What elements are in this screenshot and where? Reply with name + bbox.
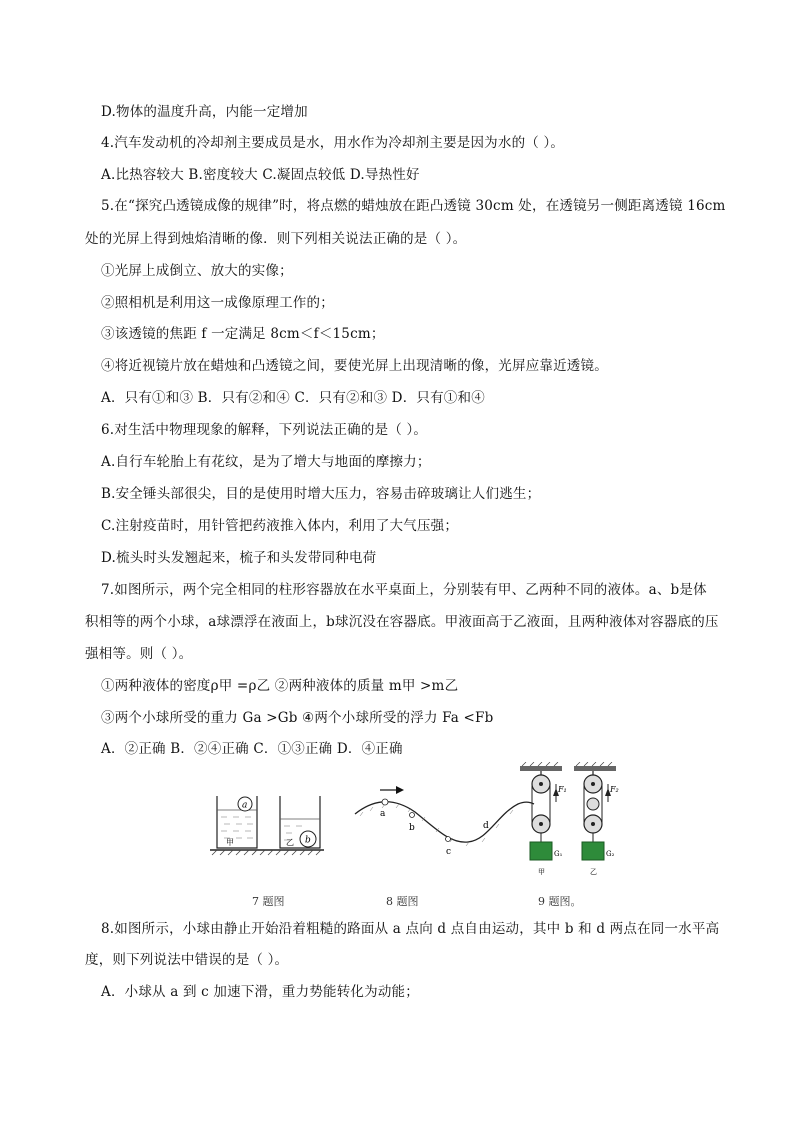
point-c-label: c — [446, 847, 452, 857]
pulley-yi-label: 乙 — [590, 868, 597, 876]
figure-9 — [520, 762, 619, 876]
weight-g1-label: G₁ — [554, 850, 563, 858]
ball-a-label: a — [242, 800, 248, 811]
force-f1-label: F₁ — [558, 785, 567, 794]
weight-g2-label: G₂ — [606, 850, 615, 858]
ball-b-label: b — [305, 835, 311, 846]
q5-statement-1: ①光屏上成倒立、放大的实像； — [101, 263, 293, 279]
q5-stem-cont: 处的光屏上得到烛焰清晰的像．则下列相关说法正确的是（ ）。 — [85, 231, 467, 247]
figure-8 — [355, 786, 534, 857]
q7-stem: 7.如图所示，两个完全相同的柱形容器放在水平桌面上，分别装有甲、乙两种不同的液体。a、b是体 — [101, 582, 707, 598]
q7-statements-1-2: ①两种液体的密度ρ甲 =ρ乙 ②两种液体的质量 m甲 >m乙 — [101, 678, 459, 694]
q6-option-d: D.梳头时头发翘起来，梳子和头发带同种电荷 — [101, 550, 377, 566]
point-a-label: a — [380, 809, 386, 819]
figure-7 — [210, 796, 324, 855]
q7-stem-end: 强相等。则（ ）。 — [85, 646, 193, 662]
container-jia-label: 甲 — [226, 838, 234, 847]
force-f2-label: F₂ — [610, 785, 619, 794]
q7-options: A．②正确 B．②④正确 C．①③正确 D．④正确 — [101, 741, 403, 757]
q5-statement-3: ③该透镜的焦距 f 一定满足 8cm＜f＜15cm； — [101, 326, 385, 342]
figure-9-caption: 9 题图。 — [538, 895, 582, 908]
question-figures — [200, 762, 640, 912]
q8-option-a: A．小球从 a 到 c 加速下滑，重力势能转化为动能； — [101, 984, 419, 1000]
figure-7-caption: 7 题图 — [252, 895, 285, 908]
q5-statement-2: ②照相机是利用这一成像原理工作的； — [101, 295, 334, 311]
weight-g2 — [582, 842, 604, 860]
q5-stem: 5.在“探究凸透镜成像的规律”时，将点燃的蜡烛放在距凸透镜 30cm 处，在透镜另一侧距离透镜 16cm — [101, 198, 726, 214]
q4-options: A.比热容较大 B.密度较大 C.凝固点较低 D.导热性好 — [101, 167, 420, 183]
q8-stem-cont: 度，则下列说法中错误的是（ ）。 — [85, 952, 289, 968]
pulley-jia-label: 甲 — [538, 868, 545, 876]
q4-stem: 4.汽车发动机的冷却剂主要成员是水，用水作为冷却剂主要是因为水的（ ）。 — [101, 135, 565, 151]
weight-g1 — [530, 842, 552, 860]
q5-statement-4: ④将近视镜片放在蜡烛和凸透镜之间，要使光屏上出现清晰的像，光屏应靠近透镜。 — [101, 358, 608, 374]
q6-stem: 6.对生活中物理现象的解释，下列说法正确的是（ ）。 — [101, 422, 428, 438]
q3-option-d: D.物体的温度升高，内能一定增加 — [101, 104, 308, 120]
q6-option-c: C.注射疫苗时，用针管把药液推入体内，利用了大气压强； — [101, 518, 459, 534]
q8-stem: 8.如图所示，小球由静止开始沿着粗糙的路面从 a 点向 d 点自由运动，其中 b 和 d 两点在同一水平高 — [101, 921, 720, 937]
q6-option-b: B.安全锤头部很尖，目的是使用时增大压力，容易击碎玻璃让人们逃生； — [101, 486, 541, 502]
q6-option-a: A.自行车轮胎上有花纹，是为了增大与地面的摩擦力； — [101, 454, 431, 470]
point-b-label: b — [409, 823, 415, 833]
container-yi-label: 乙 — [286, 838, 294, 847]
q5-options: A．只有①和③ B．只有②和④ C．只有②和③ D．只有①和④ — [101, 390, 485, 406]
q7-stem-cont: 积相等的两个小球，a球漂浮在液面上，b球沉没在容器底。甲液面高于乙液面，且两种液体对容器底的压 — [85, 614, 719, 630]
figure-8-caption: 8 题图 — [386, 895, 419, 908]
q7-statements-3-4: ③两个小球所受的重力 Ga >Gb ④两个小球所受的浮力 Fa <Fb — [101, 710, 494, 726]
point-d-label: d — [483, 821, 489, 831]
